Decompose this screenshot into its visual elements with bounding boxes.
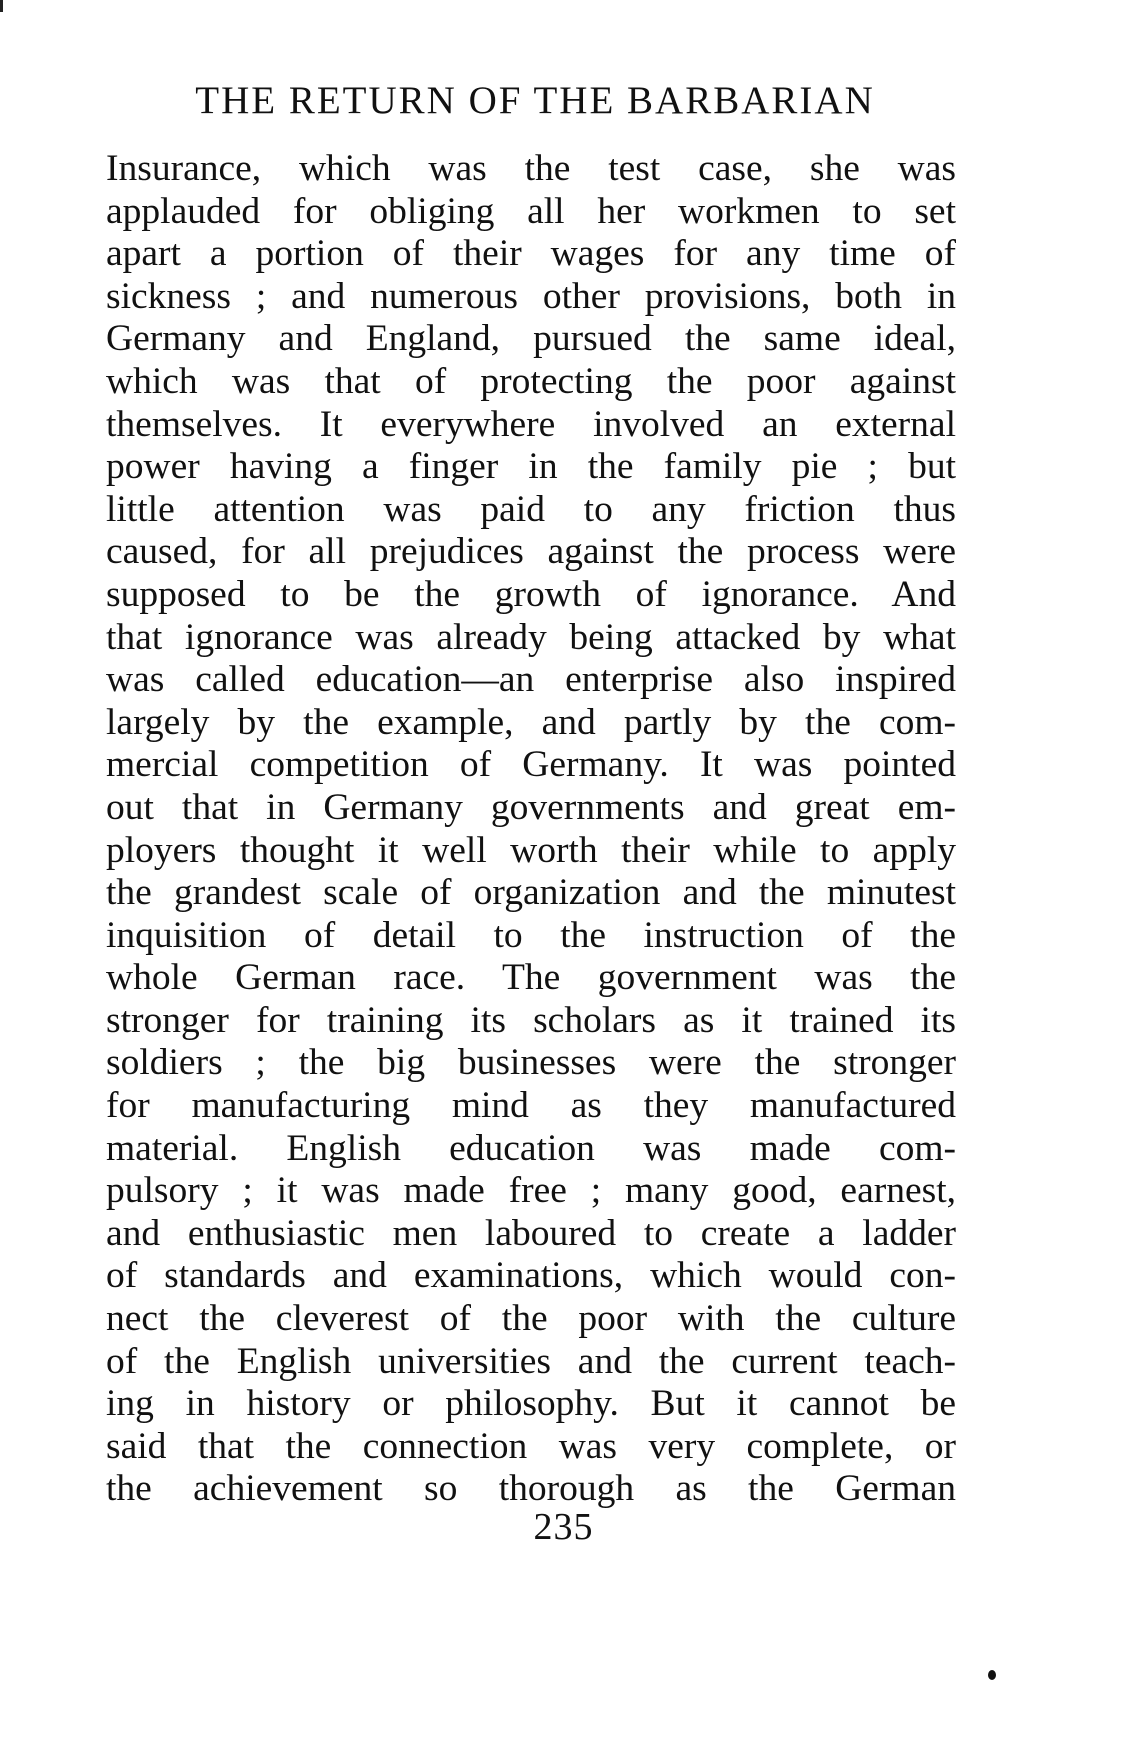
text-line: power having a finger in the family pie ; but [106, 446, 956, 488]
text-line: sickness ; and numerous other provisions, both in [106, 275, 956, 317]
text-line: that ignorance was already being attacked by what [106, 616, 956, 658]
text-line: of the English universities and the current teach- [106, 1340, 956, 1382]
text-line: mercial competition of Germany. It was pointed [106, 744, 956, 786]
text-line: said that the connection was very complete, or [106, 1425, 956, 1467]
text-line: themselves. It everywhere involved an external [106, 403, 956, 445]
text-line: the grandest scale of organization and the minutest [106, 872, 956, 914]
text-line: for manufacturing mind as they manufactured [106, 1085, 956, 1127]
text-line: ing in history or philosophy. But it cannot be [106, 1383, 956, 1425]
text-line: apart a portion of their wages for any time of [106, 233, 956, 275]
scan-edge-mark [0, 0, 3, 12]
text-line: nect the cleverest of the poor with the culture [106, 1298, 956, 1340]
text-line: little attention was paid to any friction thus [106, 488, 956, 530]
text-line: and enthusiastic men laboured to create a ladder [106, 1212, 956, 1254]
text-line: Germany and England, pursued the same ideal, [106, 318, 956, 360]
text-line: the achievement so thorough as the German [106, 1468, 956, 1510]
text-line: material. English education was made com- [106, 1127, 956, 1169]
text-line: Insurance, which was the test case, she was [106, 148, 956, 189]
text-line: caused, for all prejudices against the process were [106, 531, 956, 573]
text-line: ployers thought it well worth their while to apply [106, 829, 956, 871]
text-line: was called education—an enterprise also inspired [106, 659, 956, 701]
text-line: supposed to be the growth of ignorance. And [106, 573, 956, 615]
text-line: of standards and examinations, which would con- [106, 1255, 956, 1297]
text-line: soldiers ; the big businesses were the stronger [106, 1042, 956, 1084]
body-text [106, 148, 956, 1511]
text-line: applauded for obliging all her workmen to set [106, 190, 956, 232]
text-line: which was that of protecting the poor against [106, 360, 956, 402]
text-line: whole German race. The government was the [106, 957, 956, 999]
text-line: stronger for training its scholars as it trained its [106, 999, 956, 1041]
text-line: inquisition of detail to the instruction of the [106, 914, 956, 956]
text-line: pulsory ; it was made free ; many good, earnest, [106, 1170, 956, 1212]
text-line: out that in Germany governments and great em- [106, 786, 956, 828]
text-line: largely by the example, and partly by the com- [106, 701, 956, 743]
ink-speck [988, 1670, 996, 1680]
page-number: 235 [533, 1506, 594, 1548]
running-head: THE RETURN OF THE BARBARIAN [195, 79, 875, 122]
